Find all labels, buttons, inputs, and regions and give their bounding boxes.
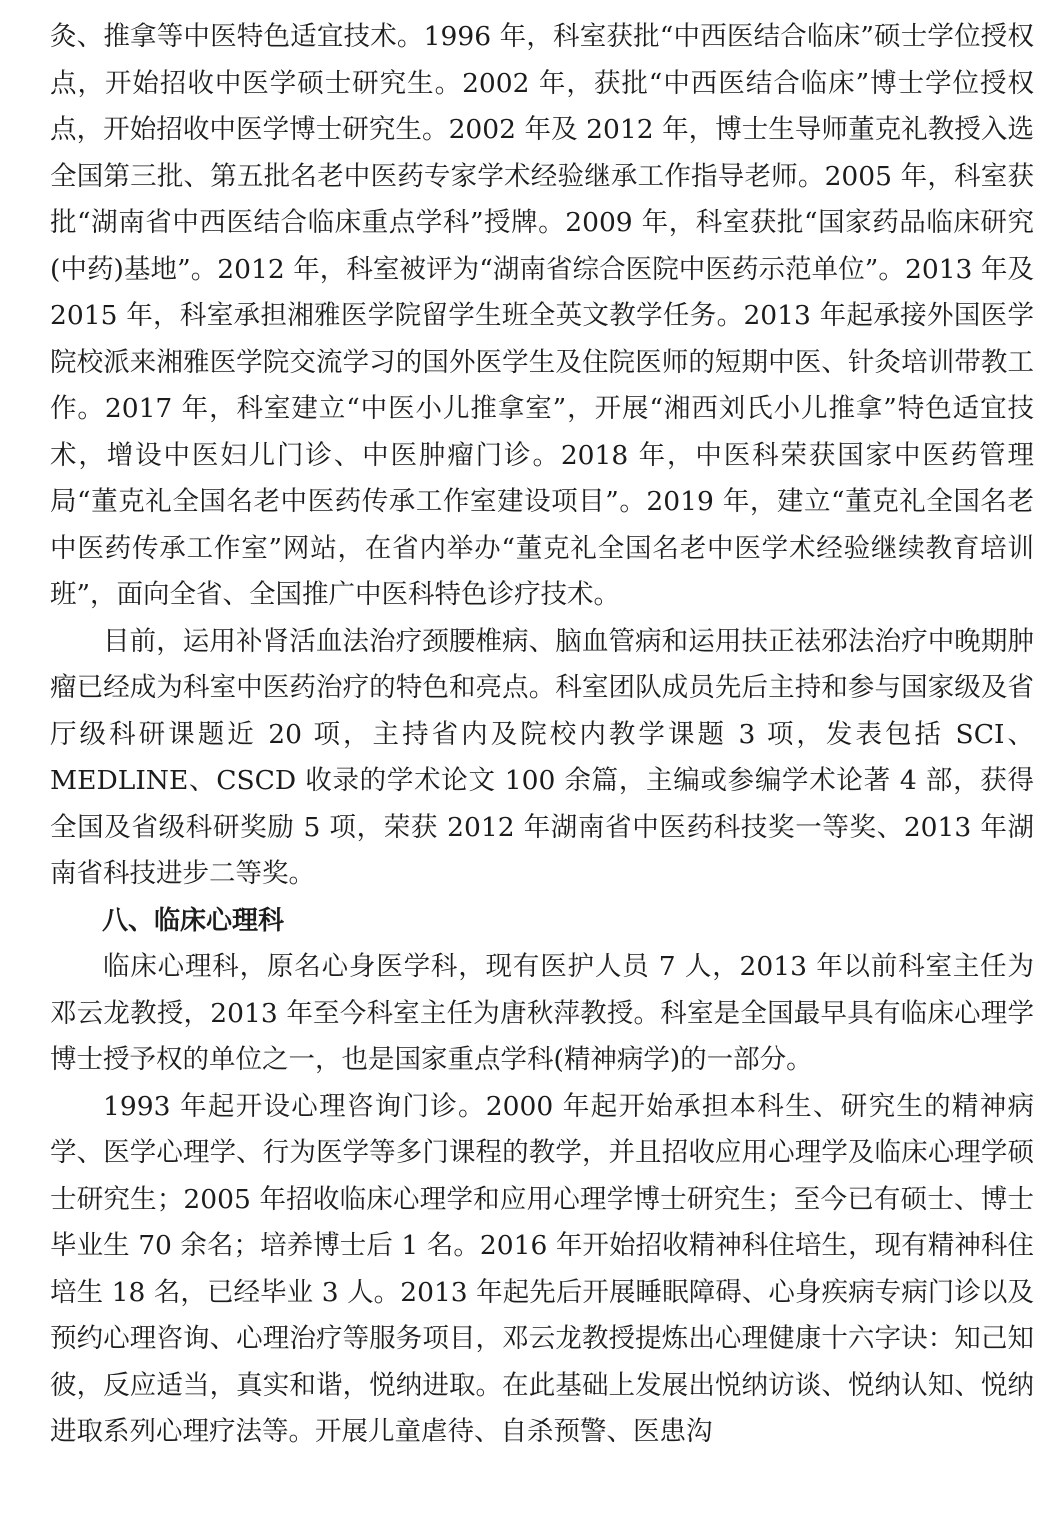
section-paragraph-2: 1993 年起开设心理咨询门诊。2000 年起开始承担本科生、研究生的精神病学、医学心理学、行为医学等多门课程的教学，并且招收应用心理学及临床心理学硕士研究生；2005 年招收临床心理学和应用心理学博士研究生；至今已有硕士、博士毕业生 70 余名；培养博士后 1 名。2016 年开始招收精神科住培生，现有精神科住培生 18 名，已经毕业 3 人。2013 年起先后开展睡眠障碍、心身疾病专病门诊以及预约心理咨询、心理治疗等服务项目，邓云龙教授提炼出心理健康十六字诀：知己知彼，反应适当，真实和谐，悦纳进取。在此基础上发展出悦纳访谈、悦纳认知、悦纳进取系列心理疗法等。开展儿童虐待、自杀预警、医患沟 bbox=[50, 1090, 1034, 1447]
section-paragraph-1: 临床心理科，原名心身医学科，现有医护人员 7 人，2013 年以前科室主任为邓云龙教授，2013 年至今科室主任为唐秋萍教授。科室是全国最早具有临床心理学博士授予权的单位之一，也是国家重点学科(精神病学)的一部分。 bbox=[50, 951, 1034, 1075]
body-paragraph-2: 目前，运用补肾活血法治疗颈腰椎病、脑血管病和运用扶正祛邪法治疗中晚期肿瘤已经成为科室中医药治疗的特色和亮点。科室团队成员先后主持和参与国家级及省厅级科研课题近 20 项，主持省内及院校内教学课题 3 项，发表包括 SCI、MEDLINE、CSCD 收录的学术论文 100 余篇，主编或参编学术论著 4 部，获得全国及省级科研奖励 5 项，荣获 2012 年湖南省中医药科技奖一等奖、2013 年湖南省科技进步二等奖。 bbox=[50, 625, 1034, 889]
document-page bbox=[50, 14, 1034, 1456]
section-heading: 八、临床心理科 bbox=[102, 905, 285, 936]
body-paragraph-1: 灸、推拿等中医特色适宜技术。1996 年，科室获批“中西医结合临床”硕士学位授权点，开始招收中医学硕士研究生。2002 年，获批“中西医结合临床”博士学位授权点，开始招收中医学博士研究生。2002 年及 2012 年，博士生导师董克礼教授入选全国第三批、第五批名老中医药专家学术经验继承工作指导老师。2005 年，科室获批“湖南省中西医结合临床重点学科”授牌。2009 年，科室获批“国家药品临床研究(中药)基地”。2012 年，科室被评为“湖南省综合医院中医药示范单位”。2013 年及 2015 年，科室承担湘雅医学院留学生班全英文教学任务。2013 年起承接外国医学院校派来湘雅医学院交流学习的国外医学生及住院医师的短期中医、针灸培训带教工作。2017 年，科室建立“中医小儿推拿室”，开展“湘西刘氏小儿推拿”特色适宜技术，增设中医妇儿门诊、中医肿瘤门诊。2018 年，中医科荣获国家中医药管理局“董克礼全国名老中医药传承工作室建设项目”。2019 年，建立“董克礼全国名老中医药传承工作室”网站，在省内举办“董克礼全国名老中医学术经验继续教育培训班”，面向全省、全国推广中医科特色诊疗技术。 bbox=[50, 21, 1034, 610]
